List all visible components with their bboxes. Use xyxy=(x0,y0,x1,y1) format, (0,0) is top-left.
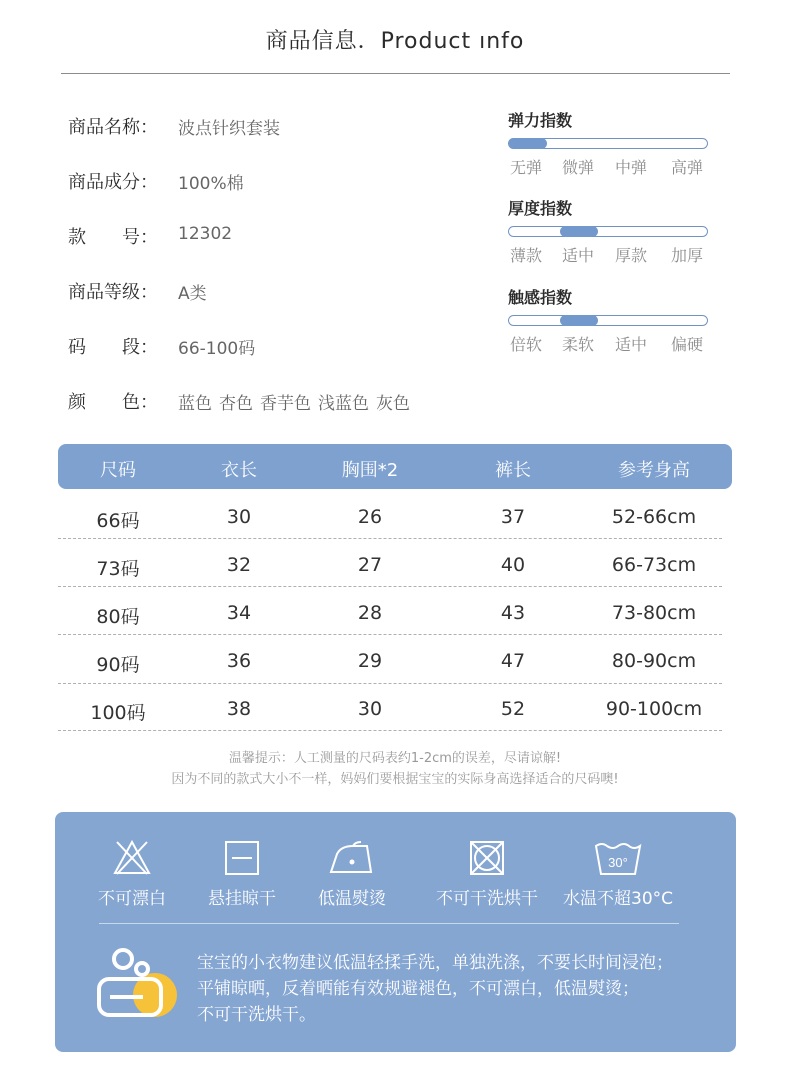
gauge-level: 柔软 xyxy=(561,335,594,354)
care-note-line: 宝宝的小衣物建议低温轻揉手洗，单独洗涤，不要长时间浸泡； xyxy=(197,953,673,973)
table-cell: 47 xyxy=(500,650,526,672)
care-item xyxy=(187,838,297,909)
row-divider xyxy=(58,538,722,539)
info-value: 12302 xyxy=(178,224,233,244)
row-divider xyxy=(58,730,722,731)
no-bleach-icon xyxy=(112,838,152,878)
table-cell: 90-100cm xyxy=(605,698,703,720)
table-cell: 36 xyxy=(226,650,252,672)
gauge-track xyxy=(508,226,708,237)
column-header: 参考身高 xyxy=(618,460,690,481)
gauge-level: 微弹 xyxy=(561,158,594,177)
table-cell: 52-66cm xyxy=(611,506,697,528)
gauge-levels xyxy=(508,332,708,354)
table-cell: 32 xyxy=(226,554,252,576)
table-row xyxy=(0,686,790,734)
gauge-levels xyxy=(508,155,708,177)
softness-gauge xyxy=(508,285,708,354)
info-value: 66-100码 xyxy=(178,339,256,359)
care-note-line: 平铺晾晒，反着晒能有效规避褪色，不可漂白，低温熨烫； xyxy=(197,979,639,999)
gauge-track xyxy=(508,315,708,326)
table-cell: 38 xyxy=(226,698,252,720)
table-cell: 73码 xyxy=(96,558,140,580)
color-option: 香芋色 xyxy=(260,394,311,414)
care-item xyxy=(563,838,673,909)
info-value: A类 xyxy=(178,284,207,304)
table-cell: 80-90cm xyxy=(611,650,697,672)
row-divider xyxy=(58,634,722,635)
title-divider xyxy=(61,73,730,74)
table-row xyxy=(0,494,790,542)
column-header: 衣长 xyxy=(221,460,257,481)
table-cell: 27 xyxy=(357,554,383,576)
gauge-title: 厚度指数 xyxy=(508,199,573,218)
column-header: 胸围*2 xyxy=(341,460,399,481)
gauge-indicator xyxy=(560,315,598,326)
gauge-track xyxy=(508,138,708,149)
color-option: 蓝色 xyxy=(178,394,212,414)
care-item xyxy=(297,838,407,909)
no-dry-clean-icon xyxy=(467,838,507,878)
table-cell: 73-80cm xyxy=(611,602,697,624)
color-option: 浅蓝色 xyxy=(318,394,369,414)
care-label: 水温不超30°C xyxy=(563,889,674,909)
size-tip: 温馨提示：人工测量的尺码表约1-2cm的误差，尽请谅解! xyxy=(228,751,562,766)
care-panel xyxy=(55,812,736,1052)
care-label: 不可漂白 xyxy=(98,889,166,909)
table-cell: 43 xyxy=(500,602,526,624)
gauge-level: 偏硬 xyxy=(670,335,703,354)
gauge-level: 适中 xyxy=(561,246,594,265)
column-header: 尺码 xyxy=(100,460,136,481)
low-temp-iron-icon xyxy=(327,838,377,878)
elasticity-gauge xyxy=(508,108,708,177)
page-title: 商品信息．Product ınfo xyxy=(265,29,525,54)
gauge-level: 薄款 xyxy=(509,246,542,265)
table-cell: 26 xyxy=(357,506,383,528)
row-divider xyxy=(58,586,722,587)
care-divider xyxy=(99,923,679,924)
info-label: 商品等级： xyxy=(68,282,158,303)
gauge-level: 倍软 xyxy=(509,335,542,354)
gauge-level: 厚款 xyxy=(614,246,647,265)
family-care-icon xyxy=(95,947,179,1027)
row-divider xyxy=(58,683,722,684)
table-cell: 52 xyxy=(500,698,526,720)
care-label: 不可干洗烘干 xyxy=(436,889,538,909)
wash-30-icon xyxy=(593,838,643,878)
gauge-level: 高弹 xyxy=(670,158,703,177)
info-value: 波点针织套装 xyxy=(178,119,280,139)
color-list xyxy=(178,389,417,414)
thickness-gauge xyxy=(508,196,708,265)
color-option: 杏色 xyxy=(219,394,253,414)
gauge-level: 加厚 xyxy=(670,246,703,265)
table-cell: 37 xyxy=(500,506,526,528)
gauge-indicator xyxy=(560,226,598,237)
table-row xyxy=(0,542,790,590)
info-label: 商品成分： xyxy=(68,172,158,193)
gauge-title: 弹力指数 xyxy=(508,111,573,130)
gauge-title: 触感指数 xyxy=(508,288,573,307)
table-cell: 66码 xyxy=(96,510,140,532)
table-cell: 66-73cm xyxy=(611,554,697,576)
care-label: 低温熨烫 xyxy=(318,889,386,909)
care-item xyxy=(432,838,542,909)
table-cell: 40 xyxy=(500,554,526,576)
gauge-level: 中弹 xyxy=(614,158,647,177)
column-header: 裤长 xyxy=(495,460,531,481)
care-note-line: 不可干洗烘干。 xyxy=(197,1005,316,1025)
table-cell: 30 xyxy=(357,698,383,720)
info-label: 款 号： xyxy=(68,227,158,248)
table-row xyxy=(0,638,790,686)
gauge-level: 适中 xyxy=(614,335,647,354)
gauge-level: 无弹 xyxy=(509,158,542,177)
color-option: 灰色 xyxy=(376,394,410,414)
table-cell: 34 xyxy=(226,602,252,624)
gauge-indicator xyxy=(509,138,547,149)
gauge-levels xyxy=(508,243,708,265)
care-label: 悬挂晾干 xyxy=(208,889,276,909)
table-cell: 30 xyxy=(226,506,252,528)
care-note xyxy=(197,950,717,1028)
size-tip: 因为不同的款式大小不一样，妈妈们要根据宝宝的实际身高选择适合的尺码噢! xyxy=(171,772,619,787)
hang-dry-icon xyxy=(222,838,262,878)
table-cell: 28 xyxy=(357,602,383,624)
info-label: 颜 色： xyxy=(68,392,158,413)
table-cell: 29 xyxy=(357,650,383,672)
table-cell: 80码 xyxy=(96,606,140,628)
table-cell: 90码 xyxy=(96,654,140,676)
size-table-header xyxy=(58,444,732,489)
info-value: 100%棉 xyxy=(178,174,244,194)
table-row xyxy=(0,590,790,638)
care-item xyxy=(77,838,187,909)
wash-temp-label: 30° xyxy=(608,855,628,870)
table-cell: 100码 xyxy=(90,702,146,724)
info-label: 商品名称： xyxy=(68,117,158,138)
info-label: 码 段： xyxy=(68,337,158,358)
